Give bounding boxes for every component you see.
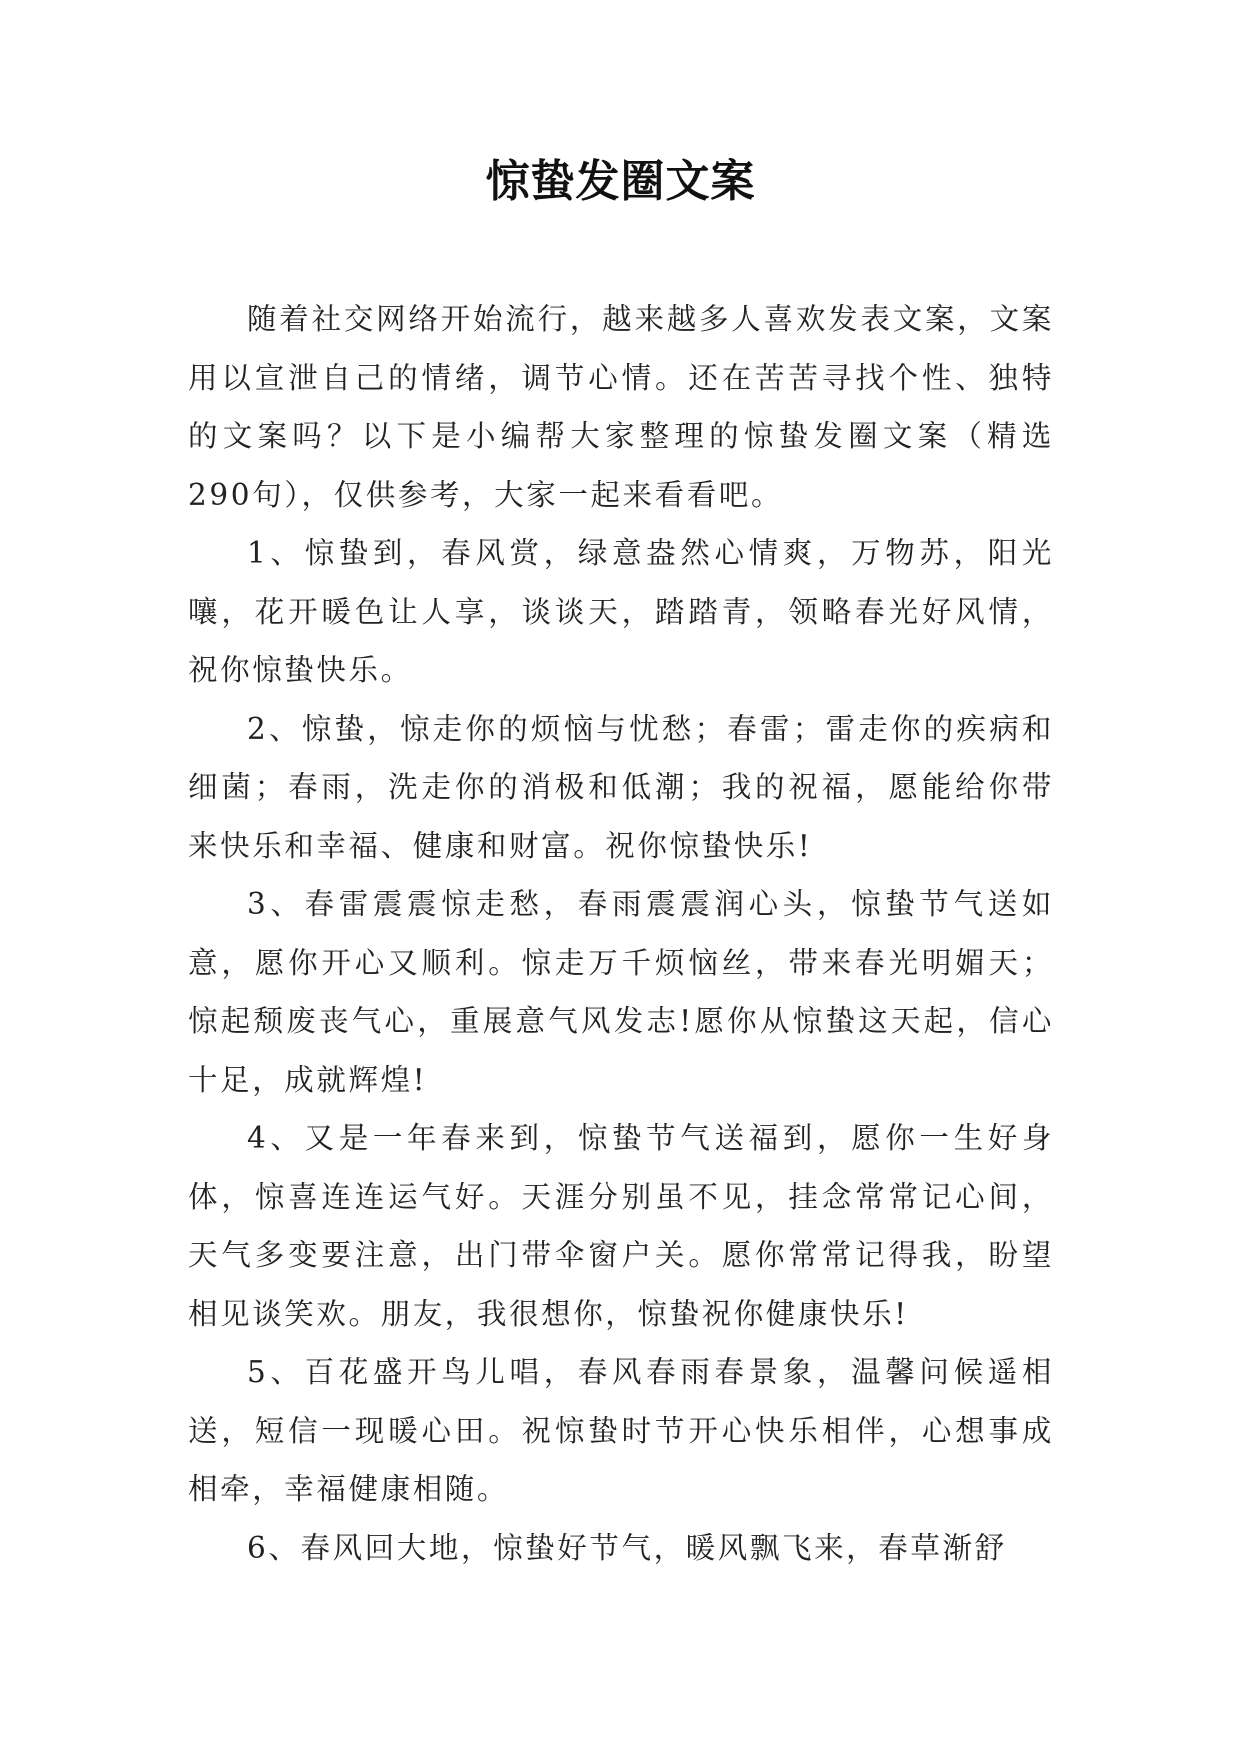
list-item-1: 1、惊蛰到，春风赏，绿意盎然心情爽，万物苏，阳光嚷，花开暖色让人享，谈谈天，踏踏青，领略春光好风情，祝你惊蛰快乐。 — [188, 536, 1054, 687]
list-item-3: 3、春雷震震惊走愁，春雨震震润心头，惊蛰节气送如意，愿你开心又顺利。惊走万千烦恼丝，带来春光明媚天；惊起颓废丧气心，重展意气风发志!愿你从惊蛰这天起，信心十足，成就辉煌! — [188, 887, 1054, 1097]
intro-paragraph: 随着社交网络开始流行，越来越多人喜欢发表文案，文案用以宣泄自己的情绪，调节心情。还在苦苦寻找个性、独特的文案吗？以下是小编帮大家整理的惊蛰发圈文案（精选290句），仅供参考，大家一起来看看吧。 — [188, 302, 1054, 512]
list-item-2: 2、惊蛰，惊走你的烦恼与忧愁；春雷；雷走你的疾病和细菌；春雨，洗走你的消极和低潮；我的祝福，愿能给你带来快乐和幸福、健康和财富。祝你惊蛰快乐! — [188, 711, 1054, 863]
list-item-4: 4、又是一年春来到，惊蛰节气送福到，愿你一生好身体，惊喜连连运气好。天涯分别虽不见，挂念常常记心间，天气多变要注意，出门带伞窗户关。愿你常常记得我，盼望相见谈笑欢。朋友，我很想你，惊蛰祝你健康快乐! — [188, 1121, 1054, 1331]
list-item-5: 5、百花盛开鸟儿唱，春风春雨春景象，温馨问候遥相送，短信一现暖心田。祝惊蛰时节开心快乐相伴，心想事成相牵，幸福健康相随。 — [188, 1355, 1054, 1506]
document-body — [188, 290, 1054, 1577]
list-item-6: 6、春风回大地，惊蛰好节气，暖风飘飞来，春草渐舒 — [247, 1530, 1007, 1565]
document-title: 惊蛰发圈文案 — [485, 156, 756, 207]
